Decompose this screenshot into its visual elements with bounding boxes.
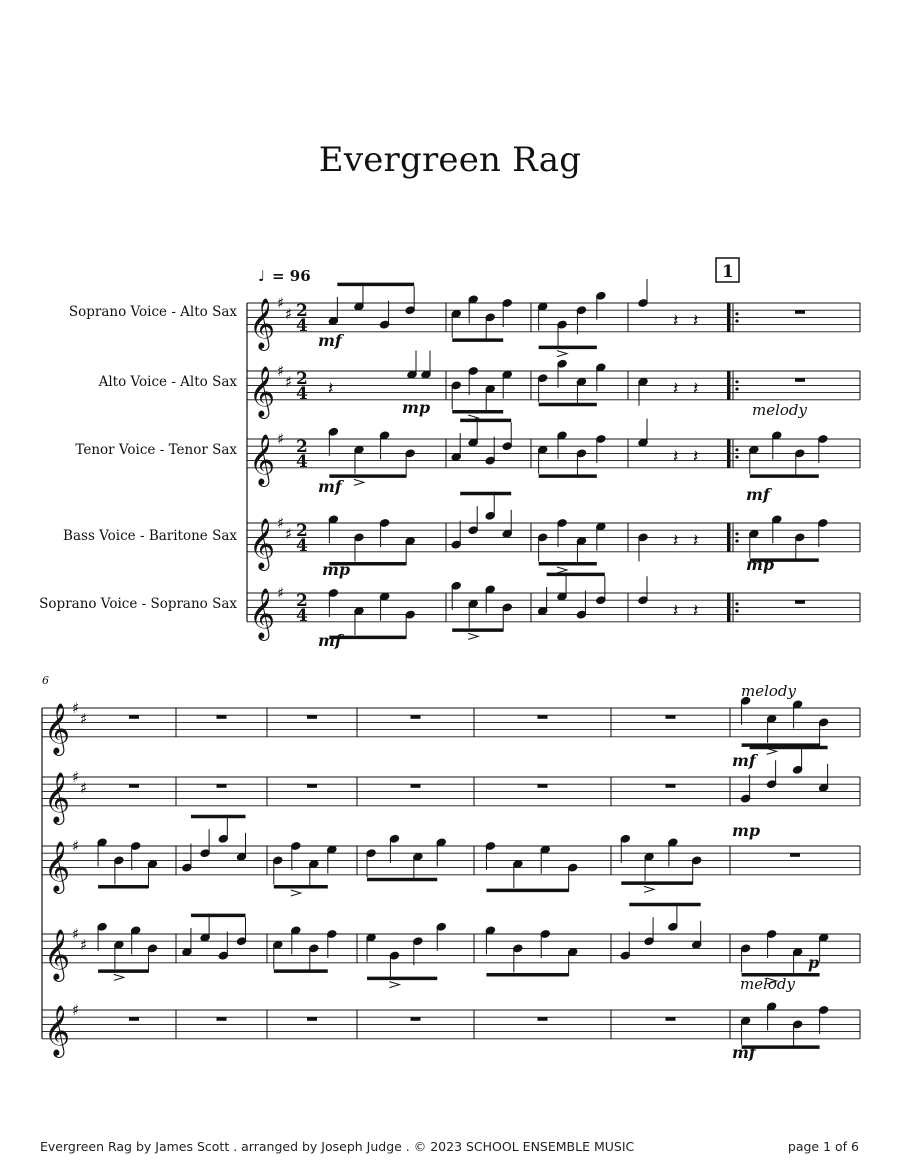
- dynamic-mark: p: [808, 953, 820, 972]
- quarter-rest: 𝄽: [693, 530, 699, 552]
- beam: [367, 977, 437, 981]
- beam: [452, 628, 503, 632]
- sharp-icon: ♯: [72, 837, 80, 855]
- repeat-barline: [727, 439, 731, 468]
- quarter-rest: 𝄽: [328, 378, 334, 400]
- dynamic-mark: mp: [402, 398, 431, 417]
- quarter-rest: 𝄽: [673, 446, 679, 468]
- accent-mark: [354, 479, 364, 485]
- whole-rest: [795, 310, 805, 314]
- dynamic-mark: mf: [732, 751, 756, 770]
- instrument-name-5: Soprano Voice - Soprano Sax: [39, 596, 237, 612]
- dynamic-mark: mf: [318, 477, 342, 496]
- sharp-icon: ♯: [285, 372, 293, 391]
- repeat-dot: [735, 312, 738, 315]
- quarter-rest: 𝄽: [693, 446, 699, 468]
- whole-rest: [129, 784, 139, 788]
- sharp-icon: ♯: [277, 362, 285, 380]
- treble-clef-icon: 𝄞: [249, 587, 276, 639]
- dynamic-mark: mp: [322, 560, 351, 579]
- beam: [460, 492, 511, 496]
- sharp-icon: ♯: [277, 294, 285, 312]
- sharp-icon: ♯: [277, 430, 285, 448]
- beam: [539, 346, 597, 350]
- repeat-dot: [735, 609, 738, 612]
- page-title: Evergreen Rag: [318, 140, 582, 180]
- time-signature-bottom: 4: [296, 384, 308, 404]
- quarter-rest: 𝄽: [673, 378, 679, 400]
- sharp-icon: ♯: [285, 304, 293, 323]
- treble-clef-icon: 𝄞: [249, 517, 276, 569]
- dynamic-mark: mf: [318, 631, 342, 650]
- treble-clef-icon: 𝄞: [249, 297, 276, 349]
- expression-text: melody: [741, 682, 797, 700]
- repeat-dot: [735, 539, 738, 542]
- whole-rest: [307, 715, 317, 719]
- repeat-barline: [727, 371, 731, 400]
- beam: [486, 973, 568, 977]
- instrument-name-4: Bass Voice - Baritone Sax: [63, 528, 237, 544]
- whole-rest: [129, 1017, 139, 1021]
- tempo-marking: = 96: [272, 267, 311, 285]
- expression-text: melody: [740, 975, 796, 993]
- repeat-dot: [735, 387, 738, 390]
- beam: [750, 746, 828, 750]
- footer-credit: Evergreen Rag by James Scott . arranged by Joseph Judge . © 2023 SCHOOL ENSEMBLE MUSIC: [40, 1139, 635, 1154]
- treble-clef-icon: 𝄞: [249, 365, 276, 417]
- accent-mark: [767, 748, 777, 754]
- sharp-icon: ♯: [80, 778, 88, 797]
- treble-clef-icon: 𝄞: [44, 1004, 71, 1056]
- sharp-icon: ♯: [277, 584, 285, 602]
- time-signature-bottom: 4: [296, 536, 308, 556]
- sharp-icon: ♯: [72, 1001, 80, 1019]
- dynamic-mark: mf: [732, 1043, 756, 1062]
- beam: [539, 474, 597, 478]
- whole-rest: [538, 1017, 548, 1021]
- beam: [191, 815, 246, 819]
- beam: [750, 474, 819, 478]
- instrument-name-2: Alto Voice - Alto Sax: [98, 374, 237, 390]
- beam: [460, 419, 511, 423]
- beam: [98, 969, 148, 973]
- beam: [621, 881, 692, 885]
- whole-rest: [538, 715, 548, 719]
- whole-rest: [411, 715, 421, 719]
- dynamic-mark: mf: [746, 485, 770, 504]
- time-signature-bottom: 4: [296, 316, 308, 336]
- time-signature-top: 2: [296, 301, 308, 321]
- time-signature-bottom: 4: [296, 606, 308, 626]
- repeat-dot: [735, 532, 738, 535]
- rehearsal-mark: 1: [722, 262, 734, 282]
- beam: [274, 969, 328, 973]
- time-signature-bottom: 4: [296, 452, 308, 472]
- time-signatures: [296, 301, 308, 626]
- time-signature-top: 2: [296, 437, 308, 457]
- sharp-icon: ♯: [285, 524, 293, 543]
- beam: [539, 403, 597, 407]
- whole-rest: [217, 715, 227, 719]
- treble-clef-icon: 𝄞: [44, 928, 71, 980]
- time-signature-top: 2: [296, 369, 308, 389]
- repeat-dot: [735, 448, 738, 451]
- whole-rest: [795, 378, 805, 382]
- quarter-rest: 𝄽: [693, 310, 699, 332]
- treble-clef-icon: 𝄞: [249, 433, 276, 485]
- whole-rest: [795, 600, 805, 604]
- beam: [367, 878, 437, 882]
- accent-mark: [291, 890, 301, 896]
- sharp-icon: ♯: [72, 699, 80, 717]
- repeat-dot: [735, 455, 738, 458]
- beam: [547, 573, 605, 577]
- repeat-barline: [727, 523, 731, 552]
- whole-rest: [666, 715, 676, 719]
- quarter-rest: 𝄽: [673, 530, 679, 552]
- treble-clef-icon: 𝄞: [44, 840, 71, 892]
- repeat-dot: [735, 380, 738, 383]
- whole-rest: [217, 1017, 227, 1021]
- beam: [629, 903, 700, 907]
- treble-clef-icon: 𝄞: [44, 702, 71, 754]
- whole-rest: [129, 715, 139, 719]
- accent-mark: [389, 982, 399, 988]
- accent-mark: [557, 567, 567, 573]
- whole-rest: [790, 853, 800, 857]
- sharp-icon: ♯: [277, 514, 285, 532]
- beam: [452, 338, 503, 342]
- repeat-dot: [735, 319, 738, 322]
- quarter-rest: 𝄽: [693, 600, 699, 622]
- instrument-name-3: Tenor Voice - Tenor Sax: [75, 442, 237, 458]
- beam: [539, 562, 597, 566]
- expression-text: melody: [752, 401, 808, 419]
- repeat-barline: [727, 593, 731, 622]
- page-number: page 1 of 6: [787, 1139, 859, 1154]
- instrument-name-1: Soprano Voice - Alto Sax: [68, 304, 237, 320]
- quarter-rest: 𝄽: [673, 310, 679, 332]
- beam: [337, 283, 414, 287]
- accent-mark: [644, 886, 654, 892]
- dynamic-mark: mp: [732, 821, 761, 840]
- time-signature-top: 2: [296, 591, 308, 611]
- whole-rest: [217, 784, 227, 788]
- quarter-rest: 𝄽: [673, 600, 679, 622]
- sharp-icon: ♯: [80, 709, 88, 728]
- beam: [98, 885, 148, 889]
- accent-mark: [114, 974, 124, 980]
- dynamic-mark: mf: [318, 331, 342, 350]
- whole-rest: [666, 1017, 676, 1021]
- repeat-barline: [727, 303, 731, 332]
- sharp-icon: ♯: [72, 925, 80, 943]
- accent-mark: [468, 633, 478, 639]
- dynamic-mark: mp: [746, 555, 775, 574]
- accent-mark: [557, 351, 567, 357]
- beam: [452, 410, 503, 414]
- sharp-icon: ♯: [80, 935, 88, 954]
- quarter-rest: 𝄽: [693, 378, 699, 400]
- beam: [274, 885, 328, 889]
- whole-rest: [307, 784, 317, 788]
- tempo-note-icon: ♩: [258, 267, 266, 285]
- beam: [191, 914, 246, 918]
- sharp-icon: ♯: [72, 768, 80, 786]
- time-signature-top: 2: [296, 521, 308, 541]
- whole-rest: [666, 784, 676, 788]
- whole-rest: [411, 1017, 421, 1021]
- whole-rest: [538, 784, 548, 788]
- measure-number: 6: [42, 674, 49, 687]
- whole-rest: [411, 784, 421, 788]
- beam: [486, 889, 568, 893]
- repeat-dot: [735, 602, 738, 605]
- whole-rest: [307, 1017, 317, 1021]
- treble-clef-icon: 𝄞: [44, 771, 71, 823]
